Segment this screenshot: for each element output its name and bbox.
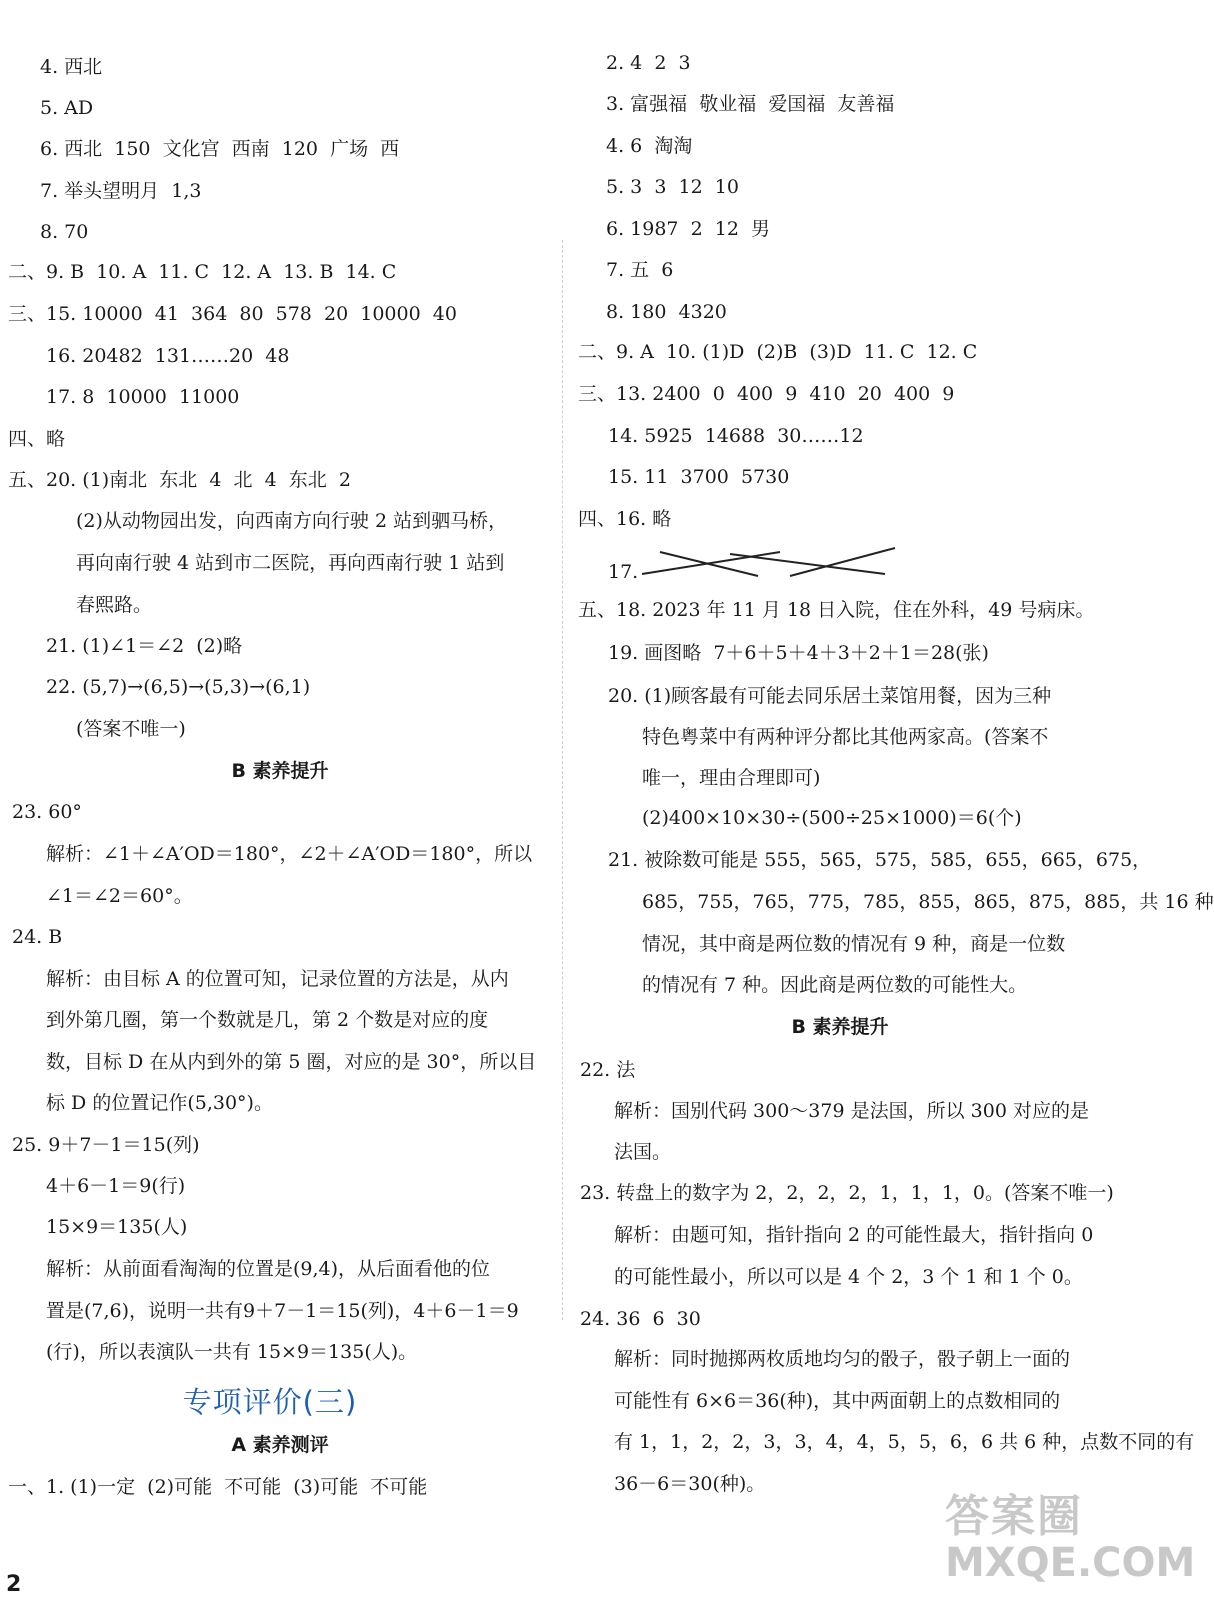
explanation-line: 解析：由目标 A 的位置可知，记录位置的方法是，从内 [46,968,509,990]
answer-line: 一、1. (1)一定 (2)可能 不可能 (3)可能 不可能 [8,1476,428,1498]
answer-line: (答案不唯一) [76,718,186,740]
explanation-line: 可能性有 6×6＝36(种)，其中两面朝上的点数相同的 [614,1390,1061,1412]
answer-line: 24. B [12,926,63,948]
answer-line: 2. 4 2 3 [606,52,691,74]
watermark-url: MXQE.COM [945,1540,1196,1586]
answer-line: 4＋6－1＝9(行) [46,1175,186,1197]
answer-line: 四、略 [8,428,66,450]
answer-line: 24. 36 6 30 [580,1308,701,1330]
answer-line: 5. 3 3 12 10 [606,176,739,198]
answer-line: 21. 被除数可能是 555，565，575，585，655，665，675， [608,849,1152,871]
answer-line: 4. 西北 [40,56,103,78]
explanation-line: 解析：由题可知，指针指向 2 的可能性最大，指针指向 0 [614,1224,1094,1246]
answer-line: 15×9＝135(人) [46,1216,188,1238]
answer-line: (2)400×10×30÷(500÷25×1000)＝6(个) [642,807,1022,829]
answer-line: 8. 180 4320 [606,301,727,323]
answer-line: 21. (1)∠1＝∠2 (2)略 [46,635,243,657]
answer-line: 三、13. 2400 0 400 9 410 20 400 9 [578,383,955,405]
column-divider [562,240,563,1320]
answer-line: 17. [608,561,639,583]
answer-line: 4. 6 淘淘 [606,135,693,157]
answer-line: 春熙路。 [76,594,153,616]
answer-line: 3. 富强福 敬业福 爱国福 友善福 [606,93,895,115]
answer-line: 685，755，765，775，785，855，865，875，885，共 16 种 [642,891,1214,913]
answer-line: (2)从动物园出发，向西南方向行驶 2 站到驷马桥， [76,510,508,532]
explanation-line: 解析：国别代码 300～379 是法国，所以 300 对应的是 [614,1100,1089,1122]
section-subtitle: B 素养提升 [791,1016,889,1038]
answer-line: 15. 11 3700 5730 [608,466,790,488]
explanation-line: 标 D 的位置记作(5,30°)。 [46,1092,273,1114]
answer-line: 四、16. 略 [578,508,672,530]
answer-line: 5. AD [40,97,94,119]
section-subtitle: A 素养测评 [231,1434,329,1456]
answer-line: 22. 法 [580,1059,636,1081]
section-title: 专项评价(三) [182,1385,358,1419]
answer-line: 25. 9＋7－1＝15(列) [12,1134,200,1156]
answer-line: 14. 5925 14688 30……12 [608,425,864,447]
answer-line: 6. 1987 2 12 男 [606,218,771,240]
answer-line: 6. 西北 150 文化宫 西南 120 广场 西 [40,138,400,160]
answer-line: 五、18. 2023 年 11 月 18 日入院，住在外科，49 号病床。 [578,599,1095,621]
answer-line: 二、9. B 10. A 11. C 12. A 13. B 14. C [8,261,397,283]
watermark-text: 答案圈 [945,1491,1083,1542]
page-number: 2 [6,1572,22,1597]
drawn-line [642,552,780,574]
section-subtitle: B 素养提升 [231,760,329,782]
explanation-line: ∠1＝∠2＝60°。 [46,885,193,907]
answer-line: 23. 转盘上的数字为 2，2，2，2，1，1，1，0。(答案不唯一) [580,1182,1114,1204]
explanation-line: 到外第几圈，第一个数就是几，第 2 个数是对应的度 [46,1009,489,1031]
explanation-line: 数，目标 D 在从内到外的第 5 圈，对应的是 30°，所以目 [46,1051,537,1073]
explanation-line: 置是(7,6)，说明一共有9＋7－1＝15(列)，4＋6－1＝9 [46,1300,519,1322]
explanation-line: 36－6＝30(种)。 [614,1473,766,1495]
answer-line: 五、20. (1)南北 东北 4 北 4 东北 2 [8,469,351,491]
explanation-line: 解析：从前面看淘淘的位置是(9,4)，从后面看他的位 [46,1258,491,1280]
explanation-line: 的可能性最小，所以可以是 4 个 2，3 个 1 和 1 个 0。 [614,1266,1083,1288]
answer-line: 20. (1)顾客最有可能去同乐居土菜馆用餐，因为三种 [608,685,1052,707]
answer-line: 22. (5,7)→(6,5)→(5,3)→(6,1) [46,676,311,698]
answer-line: 23. 60° [12,801,82,823]
answer-line: 16. 20482 131……20 48 [46,345,290,367]
answer-line: 特色粤菜中有两种评分都比其他两家高。(答案不 [642,726,1049,748]
answer-line: 7. 五 6 [606,259,674,281]
drawn-line [790,548,895,576]
explanation-line: 法国。 [614,1141,672,1163]
answer-line: 情况，其中商是两位数的情况有 9 种，商是一位数 [642,933,1066,955]
answer-line: 唯一，理由合理即可) [642,767,821,789]
watermark-logo [945,1480,1196,1586]
explanation-line: 解析：同时抛掷两枚质地均匀的骰子，骰子朝上一面的 [614,1348,1071,1370]
answer-line: 17. 8 10000 11000 [46,386,240,408]
answer-line: 三、15. 10000 41 364 80 578 20 10000 40 [8,303,457,325]
explanation-line: (行)，所以表演队一共有 15×9＝135(人)。 [46,1341,418,1363]
answer-line: 二、9. A 10. (1)D (2)B (3)D 11. C 12. C [578,341,978,363]
answer-line: 8. 70 [40,221,89,243]
explanation-line: 有 1，1，2，2，3，3，4，4，5，5，6，6 共 6 种，点数不同的有 [614,1431,1195,1453]
answer-line: 再向南行驶 4 站到市二医院，再向西南行驶 1 站到 [76,552,505,574]
crossed-lines-drawing [640,544,900,584]
answer-line: 7. 举头望明月 1,3 [40,180,202,202]
answer-line: 19. 画图略 7＋6＋5＋4＋3＋2＋1＝28(张) [608,642,989,664]
answer-line: 的情况有 7 种。因此商是两位数的可能性大。 [642,974,1028,996]
explanation-line: 解析：∠1＋∠A′OD＝180°，∠2＋∠A′OD＝180°，所以 [46,843,533,865]
